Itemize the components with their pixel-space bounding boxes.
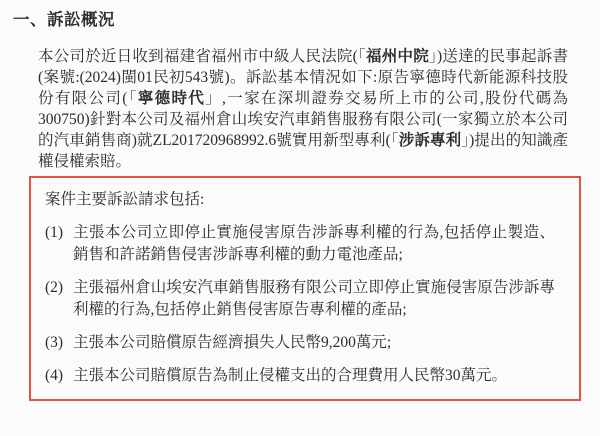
claim-item-2 — [45, 277, 555, 321]
intro-segment-1: 本公司於近日收到福建省福州市中級人民法院(「 — [38, 48, 367, 65]
intro-paragraph — [38, 46, 568, 172]
claims-box — [29, 176, 581, 401]
claim-number: (1) — [45, 224, 64, 241]
intro-segment-4: 」)提出的知識產權侵權索賠。 — [38, 132, 568, 170]
claims-intro: 案件主要訴訟請求包括: — [45, 191, 205, 208]
claim-item-4 — [45, 365, 555, 387]
claim-text: 主張本公司賠償原告為制止侵權支出的合理費用人民幣30萬元。 — [73, 367, 508, 384]
claim-number: (2) — [45, 279, 64, 296]
section-heading: 一、訴訟概況 — [13, 10, 115, 29]
claim-item-3 — [45, 332, 555, 354]
announcement-document — [0, 9, 600, 436]
claim-text: 主張本公司立即停止實施侵害原告涉訴專利權的行為,包括停止製造、銷售和許諾銷售侵害涉訴專利權的動力電池產品; — [73, 224, 555, 263]
intro-segment-2: 」)送達的民事起訴書(案號:(2024)閩01民初543號)。訴訟基本情況如下:原告寧德時代新能源科技股份有限公司(「 — [38, 48, 568, 107]
claim-text: 主張本公司賠償原告經濟損失人民幣9,200萬元; — [73, 334, 392, 351]
defined-term-fuzhou-court: 福州中院 — [366, 48, 429, 65]
intro-segment-3: 」,一家在深圳證券交易所上市的公司,股份代碼為300750)針對本公司及福州倉山埃安汽車銷售服務有限公司(一家獨立於本公司的汽車銷售商)就ZL201720968992.6號實用新型專利(「 — [38, 90, 568, 149]
claim-number: (4) — [45, 367, 64, 384]
defined-term-patent-in-suit: 涉訴專利 — [398, 132, 462, 149]
claim-item-1 — [45, 222, 555, 266]
defined-term-catl: 寧德時代 — [137, 90, 206, 107]
claim-text: 主張福州倉山埃安汽車銷售服務有限公司立即停止實施侵害原告涉訴專利權的行為,包括停止銷售侵害原告專利權的產品; — [73, 279, 555, 318]
claim-number: (3) — [45, 334, 64, 351]
